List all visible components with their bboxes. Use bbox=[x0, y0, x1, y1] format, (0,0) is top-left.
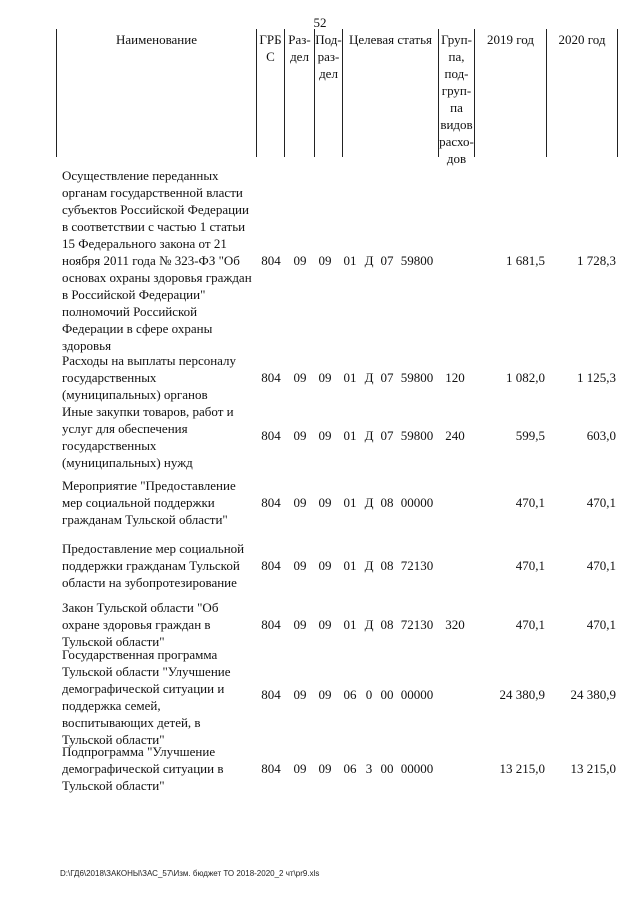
file-path-footer: D:\ГД6\2018\ЗАКОНЫ\ЗАС_57\Изм. бюджет ТО 2018-2020_2 чт\pr9.xls bbox=[60, 869, 320, 878]
row-cs-subprogram: Д bbox=[364, 617, 374, 632]
row-name: Закон Тульской области "Об охране здоровья граждан в Тульской области" bbox=[62, 600, 219, 649]
row-expense-type: 320 bbox=[445, 617, 465, 632]
row-razdel: 09 bbox=[293, 558, 307, 573]
row-expense-type: 120 bbox=[445, 370, 465, 385]
row-cs-event: 00 bbox=[380, 687, 394, 702]
row-2019: 24 380,9 bbox=[499, 687, 545, 702]
row-podrazdel: 09 bbox=[318, 617, 332, 632]
row-cs-event: 08 bbox=[380, 495, 394, 510]
row-podrazdel: 09 bbox=[318, 687, 332, 702]
row-name: Предоставление мер социальной поддержки гражданам Тульской области на зубопротезирование bbox=[62, 541, 245, 590]
row-grbs: 804 bbox=[261, 617, 281, 632]
row-razdel: 09 bbox=[293, 428, 307, 443]
row-cs-event: 00 bbox=[380, 761, 394, 776]
row-name: Государственная программа Тульской области "Улучшение демографической ситуации и поддержка семей, воспитывающих детей, в Тульской области" bbox=[62, 647, 231, 747]
row-expense-type: 240 bbox=[445, 428, 465, 443]
row-razdel: 09 bbox=[293, 253, 307, 268]
row-2020: 470,1 bbox=[586, 617, 616, 632]
header-expense-type: Груп- па, под- груп- па видов расхо- дов bbox=[438, 29, 474, 157]
row-cs-subprogram: 0 bbox=[365, 687, 373, 702]
row-cs-event: 07 bbox=[380, 428, 394, 443]
row-cs-program: 06 bbox=[343, 761, 357, 776]
row-grbs: 804 bbox=[261, 370, 281, 385]
header-target-article: Целевая статья bbox=[342, 29, 438, 157]
row-cs-subprogram: Д bbox=[364, 370, 374, 385]
row-grbs: 804 bbox=[261, 687, 281, 702]
header-podrazdel: Под- раз- дел bbox=[314, 29, 342, 157]
row-grbs: 804 bbox=[261, 253, 281, 268]
row-cs-program: 06 bbox=[343, 687, 357, 702]
row-podrazdel: 09 bbox=[318, 370, 332, 385]
row-podrazdel: 09 bbox=[318, 558, 332, 573]
row-cs-direction: 59800 bbox=[400, 370, 434, 385]
row-podrazdel: 09 bbox=[318, 253, 332, 268]
row-grbs: 804 bbox=[261, 428, 281, 443]
row-name: Подпрограмма "Улучшение демографической ситуации в Тульской области" bbox=[62, 744, 224, 793]
row-cs-direction: 00000 bbox=[400, 495, 434, 510]
row-cs-program: 01 bbox=[343, 253, 357, 268]
row-2019: 470,1 bbox=[515, 495, 545, 510]
row-2019: 470,1 bbox=[515, 558, 545, 573]
row-cs-program: 01 bbox=[343, 370, 357, 385]
page-number: 52 bbox=[313, 15, 327, 30]
row-2020: 470,1 bbox=[586, 495, 616, 510]
row-cs-event: 07 bbox=[380, 253, 394, 268]
row-cs-subprogram: Д bbox=[364, 558, 374, 573]
row-2019: 470,1 bbox=[515, 617, 545, 632]
row-cs-subprogram: Д bbox=[364, 253, 374, 268]
row-2019: 1 082,0 bbox=[506, 370, 545, 385]
row-name: Осуществление переданных органам государственной власти субъектов Российской Федерации в соответствии с частью 1 статьи 15 Федерального закона от 21 ноября 2011 года № 323-ФЗ "Об основах охраны здоровья граждан в Российской Федерации" полномочий Российской Федерации в сфере охраны здоровья bbox=[62, 168, 252, 353]
row-podrazdel: 09 bbox=[318, 428, 332, 443]
row-cs-program: 01 bbox=[343, 617, 357, 632]
header-2019: 2019 год bbox=[474, 29, 546, 157]
row-cs-subprogram: Д bbox=[364, 428, 374, 443]
row-name: Расходы на выплаты персоналу государственных (муниципальных) органов bbox=[62, 353, 237, 402]
row-2019: 13 215,0 bbox=[499, 761, 545, 776]
header-grbs: ГРБ С bbox=[256, 29, 284, 157]
row-grbs: 804 bbox=[261, 558, 281, 573]
row-cs-direction: 72130 bbox=[400, 617, 434, 632]
row-razdel: 09 bbox=[293, 761, 307, 776]
row-cs-event: 08 bbox=[380, 617, 394, 632]
row-grbs: 804 bbox=[261, 761, 281, 776]
row-cs-direction: 59800 bbox=[400, 428, 434, 443]
row-2019: 599,5 bbox=[515, 428, 545, 443]
row-name: Иные закупки товаров, работ и услуг для обеспечения государственных (муниципальных) нужд bbox=[62, 404, 234, 470]
row-2020: 13 215,0 bbox=[570, 761, 616, 776]
row-razdel: 09 bbox=[293, 617, 307, 632]
row-cs-direction: 00000 bbox=[400, 761, 434, 776]
row-razdel: 09 bbox=[293, 495, 307, 510]
row-2020: 1 728,3 bbox=[577, 253, 616, 268]
row-cs-program: 01 bbox=[343, 495, 357, 510]
row-cs-program: 01 bbox=[343, 558, 357, 573]
row-razdel: 09 bbox=[293, 687, 307, 702]
row-2020: 24 380,9 bbox=[570, 687, 616, 702]
header-2020: 2020 год bbox=[546, 29, 618, 157]
row-podrazdel: 09 bbox=[318, 761, 332, 776]
header-razdel: Раз- дел bbox=[284, 29, 314, 157]
row-cs-direction: 00000 bbox=[400, 687, 434, 702]
row-razdel: 09 bbox=[293, 370, 307, 385]
row-cs-event: 07 bbox=[380, 370, 394, 385]
row-grbs: 804 bbox=[261, 495, 281, 510]
row-2019: 1 681,5 bbox=[506, 253, 545, 268]
row-name: Мероприятие "Предоставление мер социальной поддержки гражданам Тульской области" bbox=[62, 478, 236, 527]
row-cs-program: 01 bbox=[343, 428, 357, 443]
header-name: Наименование bbox=[56, 29, 256, 157]
row-2020: 470,1 bbox=[586, 558, 616, 573]
row-2020: 1 125,3 bbox=[577, 370, 616, 385]
row-cs-subprogram: Д bbox=[364, 495, 374, 510]
row-cs-subprogram: 3 bbox=[365, 761, 373, 776]
row-2020: 603,0 bbox=[586, 428, 616, 443]
row-cs-direction: 72130 bbox=[400, 558, 434, 573]
row-podrazdel: 09 bbox=[318, 495, 332, 510]
row-cs-direction: 59800 bbox=[400, 253, 434, 268]
row-cs-event: 08 bbox=[380, 558, 394, 573]
